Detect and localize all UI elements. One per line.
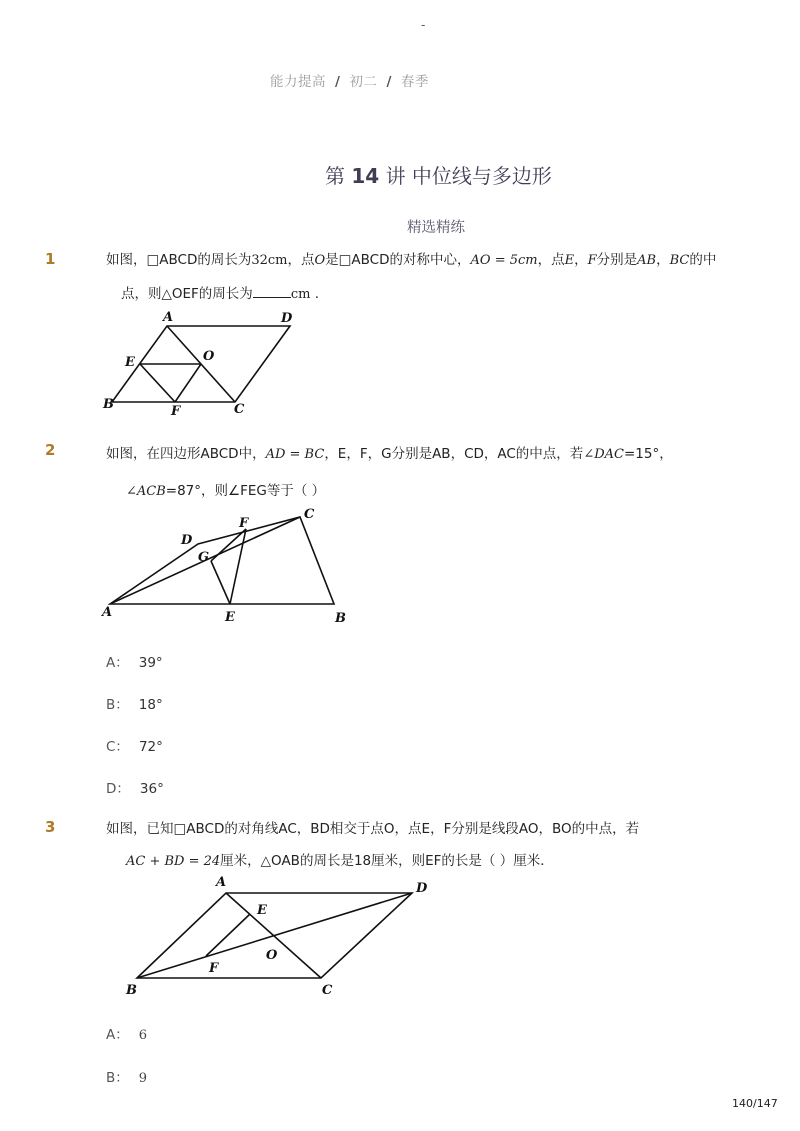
point-label: O [203,349,215,364]
option-value: 6 [138,1028,148,1043]
title-number: 14 [351,164,380,188]
page-number: 140/147 [732,1097,778,1110]
breadcrumb-item: 初二 [349,74,378,90]
option-value: 39° [138,655,163,671]
q1-math: F [587,253,597,268]
point-label: E [225,610,235,625]
option-label: C： [106,739,129,755]
point-label: A [163,310,174,325]
point-label: C [322,983,333,998]
option-b[interactable] [106,693,163,713]
question-2-figure [98,503,358,628]
q1-unit: cm [290,287,311,302]
q1-text: . [314,286,320,302]
q2-text: =87°，则∠FEG等于（ ） [165,483,326,499]
q2-text: =15°， [623,446,673,462]
question-1-figure [95,305,325,423]
q2-text: ，E，F，G分别是AB，CD，AC的中点，若 [324,446,584,462]
breadcrumb-separator: / [386,74,392,90]
q1-math: AB [637,253,657,268]
option-label: D： [106,781,130,797]
point-label: B [103,397,114,412]
point-label: B [335,611,346,626]
q1-text: 的中 [689,252,717,268]
question-2-line-1 [106,444,673,465]
option-value: 36° [139,781,164,797]
q3-math: AC + BD = 24 [126,854,221,869]
segment-fo [175,364,201,402]
point-label: O [266,948,278,963]
q1-text: 点，则△OEF的周长为 [121,286,253,302]
option-a[interactable] [106,651,163,671]
q1-text: ，点 [287,252,315,268]
option-a[interactable] [106,1023,147,1043]
point-label: F [239,516,249,531]
title-prefix: 第 [325,164,345,188]
q1-math: 32cm [251,253,288,268]
q1-text: ， [656,252,670,268]
section-subtitle: 精选精练 [407,220,465,236]
point-label: E [257,903,267,918]
segment-fe [230,529,246,604]
breadcrumb-item: 能力提高 [270,74,326,90]
point-label: D [416,881,428,896]
point-label: D [181,533,193,548]
option-b[interactable] [106,1066,147,1086]
option-value: 18° [138,697,163,713]
point-label: A [102,605,113,620]
q2-math: ∠DAC [583,447,624,462]
point-label: G [198,550,210,565]
q1-text: 分别是 [596,252,638,268]
q2-math: ∠ACB [126,484,166,499]
point-label: C [234,402,245,417]
option-label: B： [106,697,129,713]
answer-blank [253,285,291,298]
q1-text: 如图，□ABCD的周长为 [106,252,252,268]
q2-text: 如图，在四边形ABCD中， [106,446,266,462]
q3-text: 厘米，△OAB的周长是18厘米，则EF的长是（ ）厘米． [220,853,554,869]
option-label: A： [106,1027,129,1043]
page-title [325,160,552,189]
segment-ef [140,364,175,402]
diagonal-bd [137,893,412,978]
q3-text: 如图，已知□ABCD的对角线AC，BD相交于点O，点E，F分别是线段AO，BO的中点，若 [106,821,640,837]
header-dash: - [421,18,426,32]
question-3-figure [118,870,438,1002]
option-d[interactable] [106,777,164,797]
breadcrumb-item: 春季 [400,74,429,90]
question-number: 2 [45,441,56,459]
q1-math: E [564,253,575,268]
option-value: 72° [138,739,163,755]
point-label: E [125,355,135,370]
q2-math: AD = BC [265,447,325,462]
title-suffix: 讲 中位线与多边形 [385,164,552,188]
parallelogram-abcd [112,326,290,402]
option-label: A： [106,655,129,671]
option-c[interactable] [106,735,163,755]
breadcrumb-separator: / [335,74,341,90]
breadcrumb [270,70,429,90]
q1-text: ， [574,252,588,268]
quadrilateral-abcd [110,517,334,604]
shape-outline [110,517,334,604]
question-3-line-1 [106,819,639,839]
point-label: C [304,507,315,522]
q1-math: AO = 5cm [470,253,538,268]
point-label: B [126,983,137,998]
segment-ge [211,561,230,604]
option-label: B： [106,1070,129,1086]
q1-math: BC [669,253,690,268]
question-1-line-1 [106,250,716,271]
q1-text: 是□ABCD的对称中心， [325,252,471,268]
question-3-line-2 [126,851,554,872]
point-label: F [209,961,219,976]
q1-math: O [314,253,326,268]
option-value: 9 [138,1071,148,1086]
point-label: F [171,404,181,419]
point-label: D [281,311,293,326]
parallelogram-abcd [137,893,412,978]
question-number: 3 [45,818,56,836]
question-number: 1 [45,250,56,268]
point-label: A [216,875,227,890]
q1-text: ，点 [537,252,565,268]
question-1-line-2 [121,284,319,305]
question-2-line-2 [126,481,325,502]
